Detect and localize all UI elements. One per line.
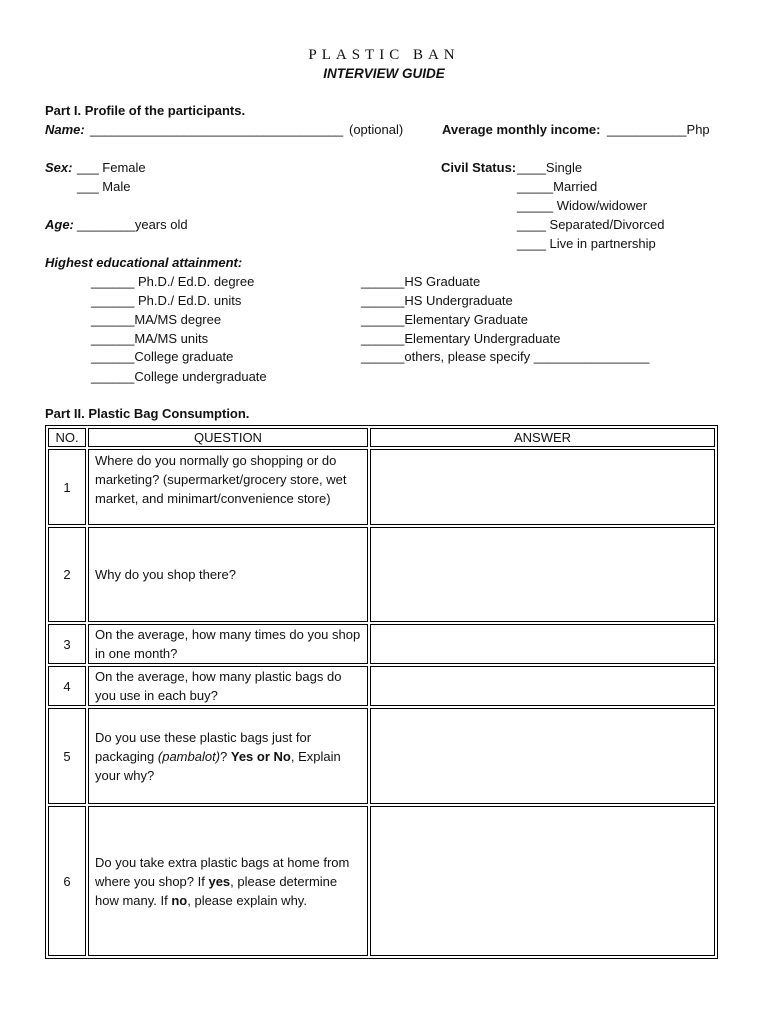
answer-cell[interactable] <box>370 449 715 525</box>
age-field[interactable]: ________years old <box>77 217 188 232</box>
row-number: 6 <box>48 806 86 956</box>
question-table <box>45 425 718 959</box>
part2-heading: Part II. Plastic Bag Consumption. <box>45 406 250 421</box>
table-row <box>48 806 715 956</box>
part1-heading: Part I. Profile of the participants. <box>45 103 246 118</box>
sex-label: Sex: <box>45 160 73 175</box>
question-text-run: Do you use these plastic bags just for packaging <box>95 729 312 764</box>
question-text <box>88 666 368 706</box>
age-label: Age: <box>45 217 74 232</box>
question-text-run: ? <box>220 748 231 764</box>
question-text-run: (pambalot) <box>157 748 221 764</box>
document-subtitle: INTERVIEW GUIDE <box>323 66 445 81</box>
sex-male-option[interactable]: ___ Male <box>77 179 131 194</box>
question-text-run: On the average, how many times do you shop in one month? <box>95 627 361 661</box>
sex-female-option[interactable]: ___ Female <box>77 160 146 175</box>
education-option-phd-units[interactable]: ______ Ph.D./ Ed.D. units <box>91 293 242 308</box>
civil-married-option[interactable]: _____Married <box>517 179 598 194</box>
education-label: Highest educational attainment: <box>45 255 243 270</box>
answer-cell[interactable] <box>370 708 715 804</box>
question-text <box>88 708 368 804</box>
question-text-run: no <box>171 892 188 908</box>
table-row <box>48 624 715 664</box>
civil-widow-option[interactable]: _____ Widow/widower <box>517 198 648 213</box>
education-option-hs-graduate[interactable]: ______HS Graduate <box>361 274 481 289</box>
row-number: 1 <box>48 449 86 525</box>
education-option-college-undergraduate[interactable]: ______College undergraduate <box>91 369 267 384</box>
table-row <box>48 449 715 525</box>
education-option-elementary-graduate[interactable]: ______Elementary Graduate <box>361 312 528 327</box>
row-number: 2 <box>48 527 86 622</box>
row-number: 5 <box>48 708 86 804</box>
row-number: 4 <box>48 666 86 706</box>
answer-cell[interactable] <box>370 666 715 706</box>
income-field[interactable]: ___________Php <box>607 122 710 137</box>
question-text-run: Do you take extra plastic bags at home from where you shop? If <box>95 854 350 889</box>
question-text <box>88 806 368 956</box>
question-text-run: Why do you shop there? <box>95 567 236 582</box>
education-option-ma-degree[interactable]: ______MA/MS degree <box>91 312 222 327</box>
civil-status-label: Civil Status: <box>441 160 517 175</box>
education-option-others[interactable]: ______others, please specify ________________ <box>361 349 650 364</box>
education-option-ma-units[interactable]: ______MA/MS units <box>91 331 209 346</box>
table-header-row <box>48 428 715 447</box>
name-optional-note: (optional) <box>349 122 404 137</box>
question-text-run: Where do you normally go shopping or do marketing? (supermarket/grocery store, wet market, and minimart/convenience store) <box>95 453 347 506</box>
name-label: Name: <box>45 122 85 137</box>
education-option-hs-undergraduate[interactable]: ______HS Undergraduate <box>361 293 513 308</box>
question-text <box>88 624 368 664</box>
question-text-run: , please explain why. <box>187 892 307 908</box>
civil-partnership-option[interactable]: ____ Live in partnership <box>517 236 656 251</box>
table-row <box>48 666 715 706</box>
column-header-question: QUESTION <box>88 428 368 447</box>
question-text-run: On the average, how many plastic bags do you use in each buy? <box>95 669 342 703</box>
civil-separated-option[interactable]: ____ Separated/Divorced <box>517 217 665 232</box>
education-option-phd-degree[interactable]: ______ Ph.D./ Ed.D. degree <box>91 274 255 289</box>
row-number: 3 <box>48 624 86 664</box>
question-text <box>88 527 368 622</box>
table-row <box>48 527 715 622</box>
question-text-run: yes <box>208 873 231 889</box>
column-header-answer: ANSWER <box>370 428 715 447</box>
civil-single-option[interactable]: ____Single <box>517 160 583 175</box>
answer-cell[interactable] <box>370 527 715 622</box>
question-text-run: Yes or No <box>230 748 291 764</box>
income-label: Average monthly income: <box>442 122 601 137</box>
education-option-college-graduate[interactable]: ______College graduate <box>91 349 234 364</box>
document-title: PLASTIC BAN <box>308 47 460 63</box>
question-text-run: , Explain your why? <box>95 748 341 783</box>
table-row <box>48 708 715 804</box>
question-text <box>88 449 368 525</box>
education-option-elementary-undergraduate[interactable]: ______Elementary Undergraduate <box>361 331 561 346</box>
answer-cell[interactable] <box>370 806 715 956</box>
name-field[interactable]: ___________________________________ <box>90 122 344 137</box>
column-header-no: NO. <box>48 428 86 447</box>
question-text-run: , please determine how many. If <box>95 873 338 908</box>
answer-cell[interactable] <box>370 624 715 664</box>
